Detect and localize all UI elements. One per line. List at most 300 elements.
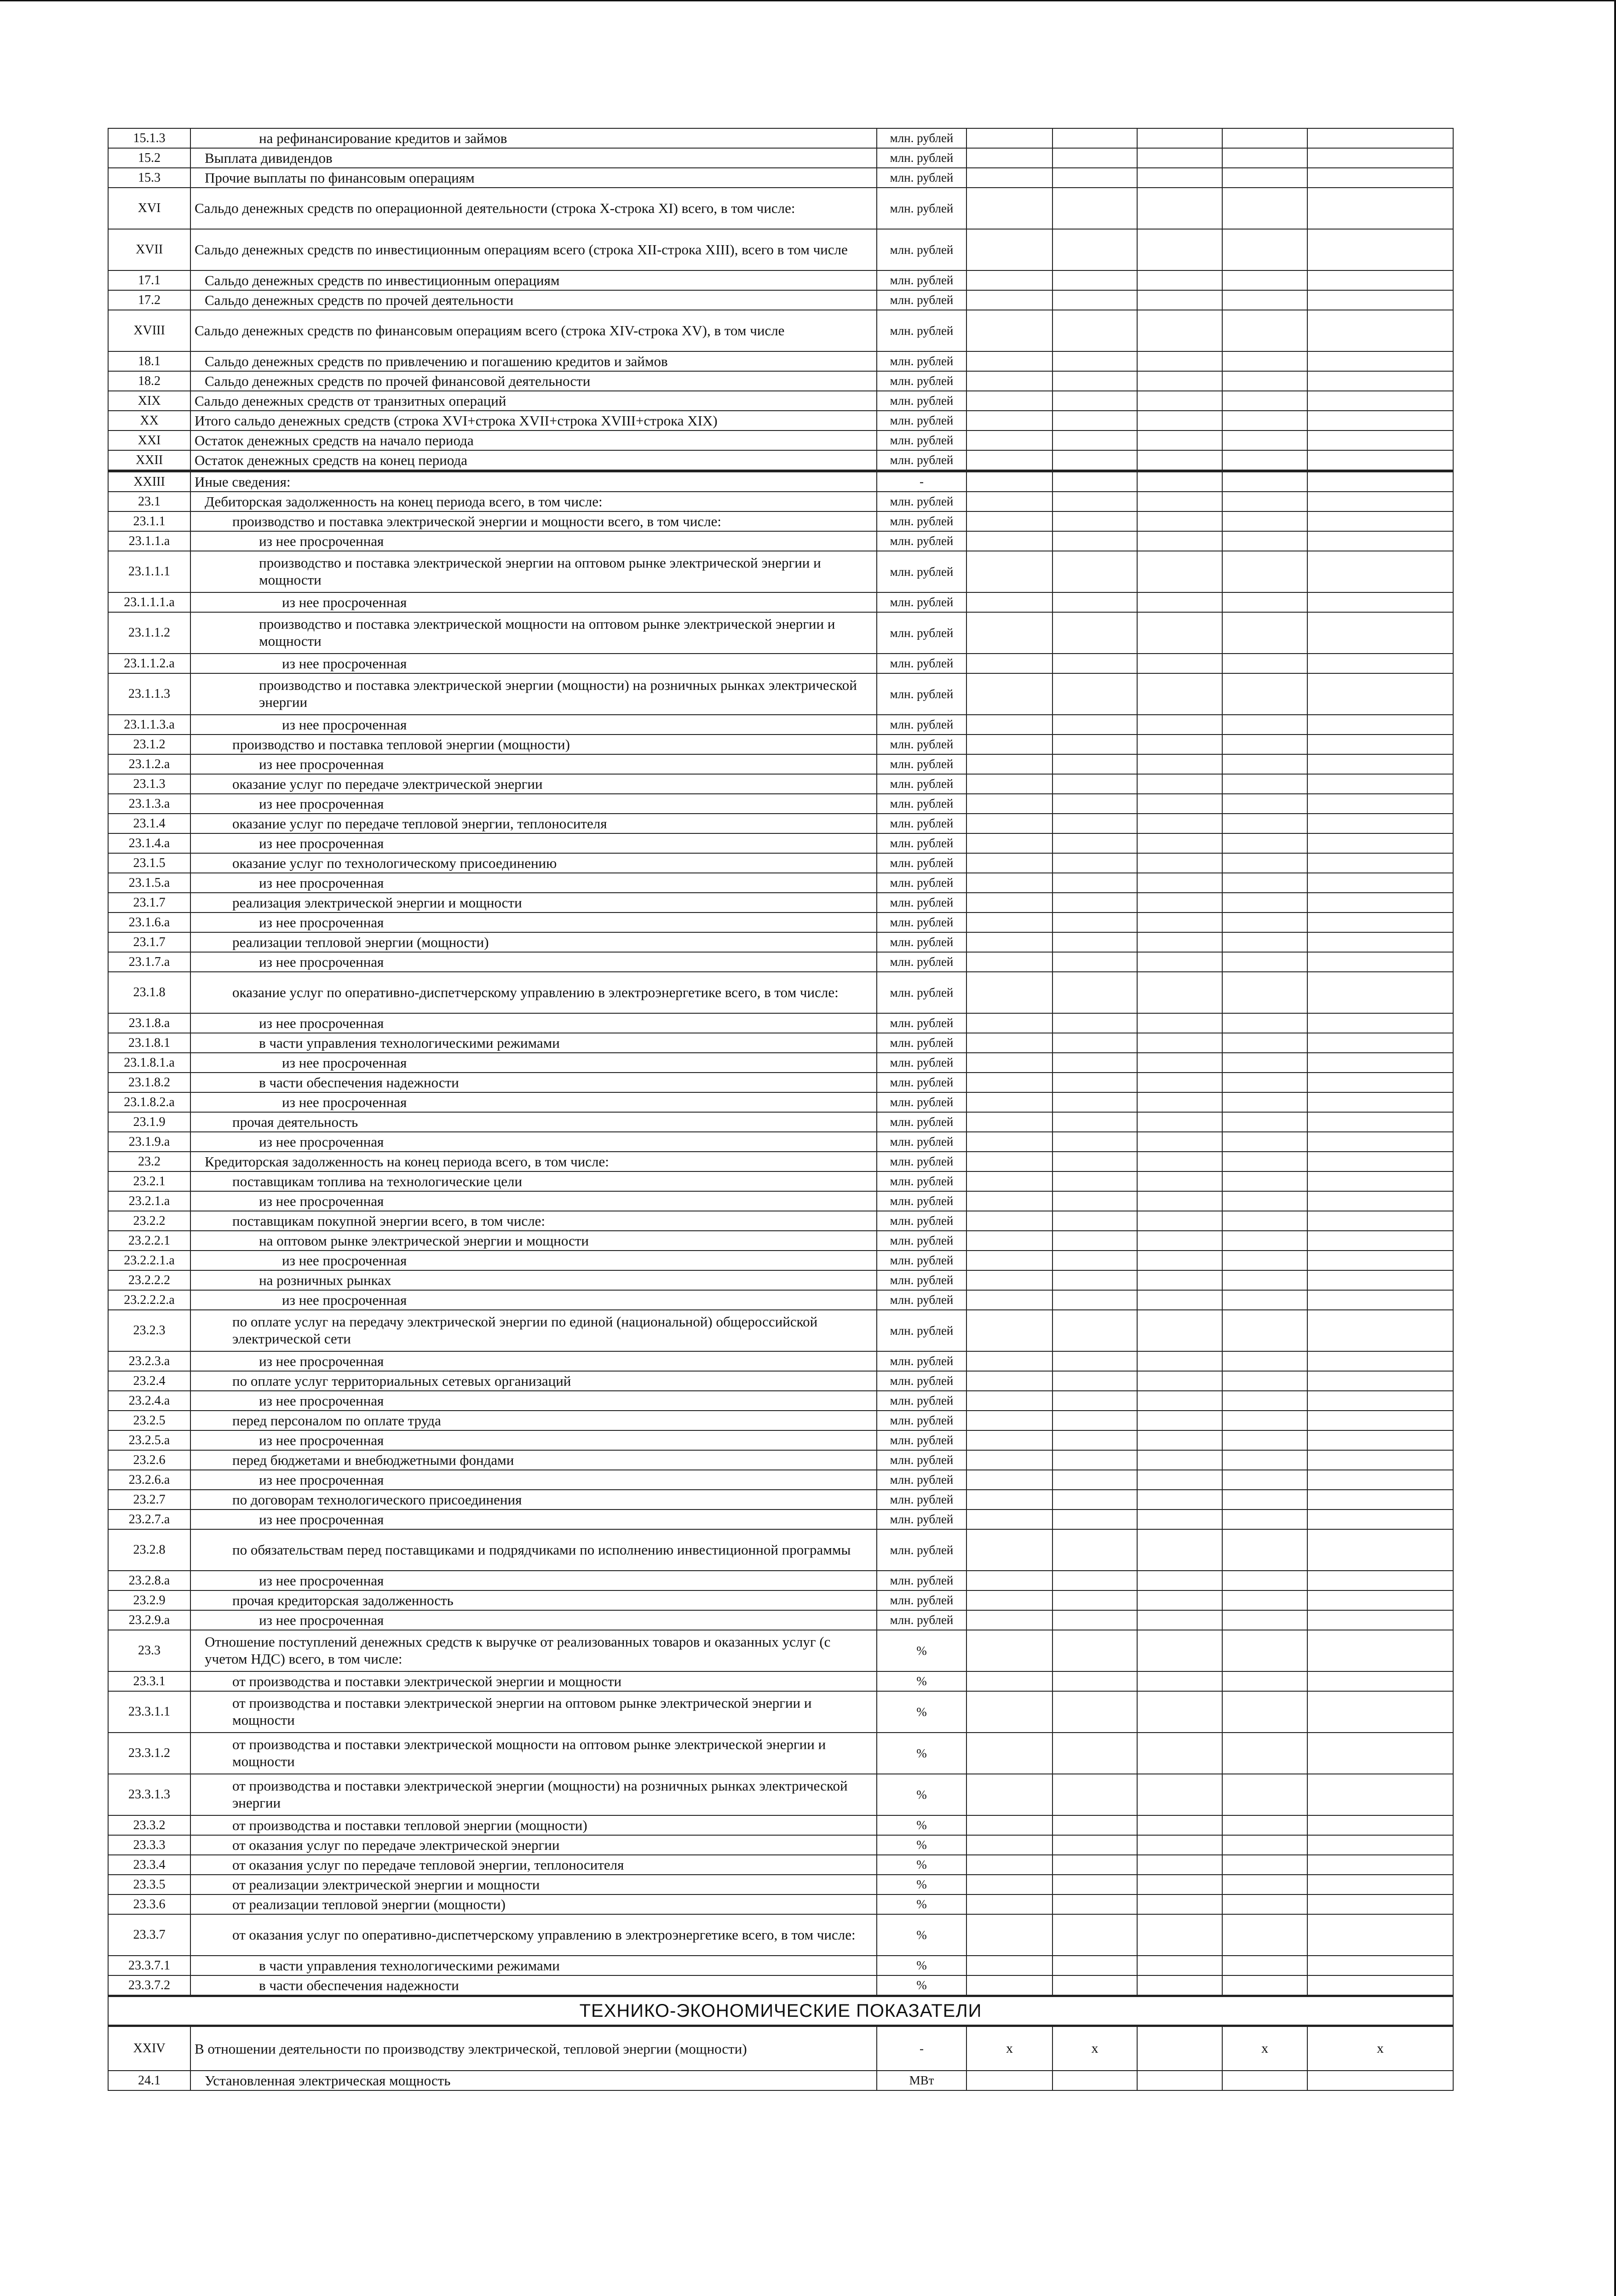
value-cell xyxy=(1222,1835,1307,1855)
value-cell xyxy=(1222,229,1307,270)
row-indicator-name: Остаток денежных средств на начало периода xyxy=(190,430,877,450)
value-cell xyxy=(966,1855,1052,1875)
value-cell xyxy=(1307,229,1453,270)
row-indicator-name: Итого сальдо денежных средств (строка XVI+строка XVII+строка XVIII+строка XIX) xyxy=(190,411,877,430)
value-cell xyxy=(1222,492,1307,511)
value-cell xyxy=(1222,853,1307,873)
value-cell xyxy=(1137,492,1222,511)
row-indicator-name: в части управления технологическими режимами xyxy=(190,1956,877,1975)
row-unit: млн. рублей xyxy=(877,188,966,229)
value-cell xyxy=(1222,391,1307,411)
row-number: XVI xyxy=(108,188,190,229)
value-cell xyxy=(1307,735,1453,754)
value-cell xyxy=(1222,673,1307,715)
value-cell xyxy=(1222,511,1307,531)
table-row xyxy=(108,270,1453,290)
table-row xyxy=(108,1013,1453,1033)
value-cell xyxy=(966,391,1052,411)
row-indicator-name: Сальдо денежных средств по инвестиционным операциям всего (строка XII-строка XIII), всего в том числе xyxy=(190,229,877,270)
value-cell xyxy=(1052,1450,1137,1470)
table-row xyxy=(108,1112,1453,1132)
value-cell xyxy=(966,1371,1052,1391)
value-cell xyxy=(1137,754,1222,774)
table-row xyxy=(108,774,1453,794)
row-unit: млн. рублей xyxy=(877,1270,966,1290)
value-cell: x xyxy=(1307,2026,1453,2071)
row-unit: млн. рублей xyxy=(877,1290,966,1310)
row-number: 23.1.8.a xyxy=(108,1013,190,1033)
value-cell xyxy=(1222,1351,1307,1371)
table-row xyxy=(108,2026,1453,2071)
value-cell xyxy=(966,188,1052,229)
table-row xyxy=(108,391,1453,411)
value-cell xyxy=(966,715,1052,735)
value-cell xyxy=(1222,1251,1307,1270)
value-cell xyxy=(966,1894,1052,1914)
value-cell xyxy=(1052,913,1137,932)
row-indicator-name: от производства и поставки электрической энергии на оптовом рынке электрической энергии и мощности xyxy=(190,1691,877,1733)
value-cell xyxy=(1307,371,1453,391)
row-indicator-name: из нее просроченная xyxy=(190,1470,877,1490)
value-cell xyxy=(966,148,1052,168)
value-cell xyxy=(1052,1411,1137,1430)
value-cell xyxy=(1052,1073,1137,1092)
value-cell xyxy=(966,168,1052,188)
value-cell xyxy=(1137,1191,1222,1211)
table-row xyxy=(108,551,1453,592)
value-cell xyxy=(1222,1112,1307,1132)
row-indicator-name: Сальдо денежных средств по привлечению и погашению кредитов и займов xyxy=(190,351,877,371)
value-cell xyxy=(1307,2071,1453,2090)
row-unit: млн. рублей xyxy=(877,351,966,371)
value-cell xyxy=(966,833,1052,853)
value-cell xyxy=(1052,1231,1137,1251)
value-cell xyxy=(966,430,1052,450)
value-cell xyxy=(966,1411,1052,1430)
value-cell xyxy=(1307,1835,1453,1855)
value-cell xyxy=(1222,1510,1307,1529)
value-cell xyxy=(1052,754,1137,774)
value-cell xyxy=(1137,1855,1222,1875)
row-unit: млн. рублей xyxy=(877,310,966,351)
value-cell xyxy=(1307,411,1453,430)
row-indicator-name: Сальдо денежных средств по финансовым операциям всего (строка XIV-строка XV), в том числе xyxy=(190,310,877,351)
value-cell xyxy=(1137,1894,1222,1914)
value-cell xyxy=(1307,1013,1453,1033)
value-cell xyxy=(966,1610,1052,1630)
row-unit: МВт xyxy=(877,2071,966,2090)
value-cell xyxy=(1137,531,1222,551)
value-cell xyxy=(1137,913,1222,932)
value-cell xyxy=(1137,972,1222,1013)
table-row xyxy=(108,290,1453,310)
value-cell xyxy=(1307,1774,1453,1815)
value-cell xyxy=(1222,1956,1307,1975)
table-row xyxy=(108,1571,1453,1590)
table-row xyxy=(108,913,1453,932)
table-row xyxy=(108,351,1453,371)
table-row xyxy=(108,612,1453,654)
row-number: 23.2.7 xyxy=(108,1490,190,1510)
row-number: 24.1 xyxy=(108,2071,190,2090)
value-cell xyxy=(1137,310,1222,351)
value-cell xyxy=(1052,492,1137,511)
value-cell xyxy=(966,551,1052,592)
row-indicator-name: из нее просроченная xyxy=(190,1013,877,1033)
value-cell xyxy=(1052,1251,1137,1270)
row-unit: млн. рублей xyxy=(877,612,966,654)
row-unit: млн. рублей xyxy=(877,430,966,450)
value-cell xyxy=(1137,450,1222,471)
value-cell xyxy=(1222,1013,1307,1033)
row-indicator-name: в части управления технологическими режимами xyxy=(190,1033,877,1053)
row-unit: млн. рублей xyxy=(877,1310,966,1351)
row-number: 23.1.1.2 xyxy=(108,612,190,654)
value-cell xyxy=(1052,1529,1137,1571)
table-row xyxy=(108,1470,1453,1490)
value-cell xyxy=(1137,1033,1222,1053)
value-cell xyxy=(1307,531,1453,551)
value-cell xyxy=(1137,1152,1222,1171)
value-cell xyxy=(1222,814,1307,833)
value-cell xyxy=(1307,833,1453,853)
value-cell xyxy=(1307,932,1453,952)
value-cell xyxy=(966,893,1052,913)
value-cell xyxy=(966,873,1052,893)
row-indicator-name: от оказания услуг по передаче электрической энергии xyxy=(190,1835,877,1855)
table-row xyxy=(108,1270,1453,1290)
value-cell xyxy=(1137,1733,1222,1774)
row-unit: % xyxy=(877,1855,966,1875)
table-row xyxy=(108,531,1453,551)
value-cell xyxy=(966,1590,1052,1610)
value-cell xyxy=(1307,128,1453,148)
value-cell xyxy=(1137,1351,1222,1371)
row-indicator-name: из нее просроченная xyxy=(190,833,877,853)
value-cell xyxy=(1222,430,1307,450)
value-cell xyxy=(1137,873,1222,893)
value-cell xyxy=(1137,168,1222,188)
value-cell xyxy=(1137,471,1222,492)
value-cell xyxy=(1052,1975,1137,1996)
value-cell xyxy=(1222,1733,1307,1774)
table-row xyxy=(108,1391,1453,1411)
row-number: 23.3.1.1 xyxy=(108,1691,190,1733)
row-unit: млн. рублей xyxy=(877,673,966,715)
value-cell xyxy=(1052,270,1137,290)
value-cell xyxy=(1052,1270,1137,1290)
row-unit: - xyxy=(877,2026,966,2071)
row-number: 23.1.1.1.a xyxy=(108,592,190,612)
value-cell xyxy=(1222,612,1307,654)
row-indicator-name: из нее просроченная xyxy=(190,1610,877,1630)
row-indicator-name: из нее просроченная xyxy=(190,1092,877,1112)
value-cell xyxy=(1052,1152,1137,1171)
row-unit: млн. рублей xyxy=(877,774,966,794)
value-cell xyxy=(1137,1092,1222,1112)
row-indicator-name: от производства и поставки электрической энергии (мощности) на розничных рынках электрической энергии xyxy=(190,1774,877,1815)
value-cell xyxy=(1052,511,1137,531)
row-number: 15.1.3 xyxy=(108,128,190,148)
value-cell xyxy=(1137,1470,1222,1490)
value-cell xyxy=(1222,1671,1307,1691)
row-unit: млн. рублей xyxy=(877,1112,966,1132)
row-unit: млн. рублей xyxy=(877,1571,966,1590)
row-indicator-name: из нее просроченная xyxy=(190,1251,877,1270)
row-number: 23.3.7.2 xyxy=(108,1975,190,1996)
value-cell xyxy=(1052,853,1137,873)
value-cell xyxy=(966,673,1052,715)
value-cell xyxy=(1052,814,1137,833)
value-cell xyxy=(1052,654,1137,673)
value-cell xyxy=(1137,1171,1222,1191)
value-cell xyxy=(1307,391,1453,411)
row-number: 23.2.2.2 xyxy=(108,1270,190,1290)
value-cell xyxy=(1137,1956,1222,1975)
value-cell xyxy=(1307,1571,1453,1590)
value-cell xyxy=(966,1450,1052,1470)
row-indicator-name: Сальдо денежных средств по прочей деятельности xyxy=(190,290,877,310)
value-cell xyxy=(1307,913,1453,932)
value-cell xyxy=(966,735,1052,754)
row-number: 23.2.8.a xyxy=(108,1571,190,1590)
table-row xyxy=(108,430,1453,450)
value-cell xyxy=(966,1815,1052,1835)
value-cell xyxy=(966,814,1052,833)
value-cell xyxy=(1137,2026,1222,2071)
value-cell xyxy=(1052,471,1137,492)
row-indicator-name: от оказания услуг по передаче тепловой энергии, теплоносителя xyxy=(190,1855,877,1875)
value-cell xyxy=(1222,873,1307,893)
value-cell xyxy=(1307,774,1453,794)
table-row xyxy=(108,168,1453,188)
value-cell xyxy=(966,1231,1052,1251)
value-cell xyxy=(1052,893,1137,913)
row-indicator-name: Иные сведения: xyxy=(190,471,877,492)
table-row xyxy=(108,794,1453,814)
value-cell xyxy=(1052,1430,1137,1450)
row-indicator-name: из нее просроченная xyxy=(190,873,877,893)
value-cell xyxy=(1137,1529,1222,1571)
row-unit: млн. рублей xyxy=(877,1351,966,1371)
value-cell xyxy=(966,1835,1052,1855)
value-cell xyxy=(1052,1371,1137,1391)
row-number: XX xyxy=(108,411,190,430)
value-cell xyxy=(1307,1855,1453,1875)
value-cell xyxy=(1052,1490,1137,1510)
value-cell xyxy=(1307,1630,1453,1671)
value-cell xyxy=(1137,511,1222,531)
row-number: 23.1.8.2 xyxy=(108,1073,190,1092)
value-cell xyxy=(966,913,1052,932)
value-cell xyxy=(966,1571,1052,1590)
value-cell xyxy=(1052,168,1137,188)
row-indicator-name: прочая кредиторская задолженность xyxy=(190,1590,877,1610)
value-cell xyxy=(1052,794,1137,814)
row-indicator-name: реализации тепловой энергии (мощности) xyxy=(190,932,877,952)
value-cell xyxy=(1137,612,1222,654)
row-indicator-name: Сальдо денежных средств по инвестиционным операциям xyxy=(190,270,877,290)
value-cell xyxy=(1222,1290,1307,1310)
value-cell xyxy=(1052,351,1137,371)
value-cell xyxy=(1052,229,1137,270)
value-cell xyxy=(1137,1914,1222,1956)
row-number: 17.2 xyxy=(108,290,190,310)
value-cell xyxy=(1307,1590,1453,1610)
value-cell xyxy=(966,1092,1052,1112)
value-cell xyxy=(1052,450,1137,471)
row-number: 23.1.3 xyxy=(108,774,190,794)
row-indicator-name: из нее просроченная xyxy=(190,531,877,551)
value-cell xyxy=(1137,351,1222,371)
row-number: 23.2.1.a xyxy=(108,1191,190,1211)
row-number: 18.2 xyxy=(108,371,190,391)
value-cell xyxy=(1052,1733,1137,1774)
value-cell xyxy=(1307,794,1453,814)
value-cell xyxy=(1222,1270,1307,1290)
row-indicator-name: перед бюджетами и внебюджетными фондами xyxy=(190,1450,877,1470)
row-unit: - xyxy=(877,471,966,492)
table-row xyxy=(108,592,1453,612)
value-cell xyxy=(1052,411,1137,430)
row-unit: млн. рублей xyxy=(877,833,966,853)
value-cell xyxy=(1222,1610,1307,1630)
row-number: 23.3.4 xyxy=(108,1855,190,1875)
value-cell xyxy=(1137,371,1222,391)
row-number: 23.3.3 xyxy=(108,1835,190,1855)
value-cell xyxy=(1052,592,1137,612)
row-number: XXIV xyxy=(108,2026,190,2071)
row-unit: % xyxy=(877,1975,966,1996)
table-row xyxy=(108,128,1453,148)
row-indicator-name: Установленная электрическая мощность xyxy=(190,2071,877,2090)
value-cell xyxy=(1052,1092,1137,1112)
row-indicator-name: Прочие выплаты по финансовым операциям xyxy=(190,168,877,188)
value-cell xyxy=(1052,531,1137,551)
row-number: 18.1 xyxy=(108,351,190,371)
value-cell xyxy=(1137,794,1222,814)
row-number: 23.2.6 xyxy=(108,1450,190,1470)
value-cell xyxy=(966,310,1052,351)
value-cell xyxy=(1137,391,1222,411)
value-cell xyxy=(1307,952,1453,972)
row-unit: млн. рублей xyxy=(877,1033,966,1053)
row-indicator-name: от производства и поставки тепловой энергии (мощности) xyxy=(190,1815,877,1835)
value-cell xyxy=(1137,1450,1222,1470)
value-cell xyxy=(1222,531,1307,551)
value-cell xyxy=(1307,814,1453,833)
row-indicator-name: Сальдо денежных средств по прочей финансовой деятельности xyxy=(190,371,877,391)
value-cell xyxy=(1052,932,1137,952)
row-number: 23.2.6.a xyxy=(108,1470,190,1490)
value-cell xyxy=(1222,188,1307,229)
value-cell xyxy=(1307,310,1453,351)
row-number: 23.1.2 xyxy=(108,735,190,754)
row-indicator-name: из нее просроченная xyxy=(190,1391,877,1411)
value-cell xyxy=(966,1171,1052,1191)
value-cell xyxy=(1307,1152,1453,1171)
row-number: 23.1.1.2.a xyxy=(108,654,190,673)
value-cell xyxy=(1222,148,1307,168)
value-cell xyxy=(1307,1033,1453,1053)
table-row xyxy=(108,1894,1453,1914)
row-unit: % xyxy=(877,1914,966,1956)
value-cell xyxy=(1052,1914,1137,1956)
table-row xyxy=(108,371,1453,391)
value-cell xyxy=(1222,371,1307,391)
row-indicator-name: из нее просроченная xyxy=(190,1191,877,1211)
table-row xyxy=(108,1529,1453,1571)
value-cell xyxy=(1307,1053,1453,1073)
value-cell xyxy=(1222,952,1307,972)
row-unit: млн. рублей xyxy=(877,1529,966,1571)
row-number: 23.1.5.a xyxy=(108,873,190,893)
value-cell xyxy=(1307,188,1453,229)
row-indicator-name: производство и поставка электрической мощности на оптовом рынке электрической энергии и мощности xyxy=(190,612,877,654)
row-unit: млн. рублей xyxy=(877,1490,966,1510)
table-row xyxy=(108,188,1453,229)
row-number: XVII xyxy=(108,229,190,270)
row-unit: % xyxy=(877,1671,966,1691)
value-cell xyxy=(1222,1411,1307,1430)
value-cell xyxy=(966,511,1052,531)
table-row xyxy=(108,893,1453,913)
value-cell xyxy=(966,1391,1052,1411)
value-cell xyxy=(1052,1894,1137,1914)
value-cell xyxy=(966,612,1052,654)
value-cell xyxy=(1222,450,1307,471)
value-cell xyxy=(1307,1914,1453,1956)
table-row xyxy=(108,1033,1453,1053)
value-cell xyxy=(1222,715,1307,735)
value-cell xyxy=(1052,952,1137,972)
value-cell xyxy=(1052,1171,1137,1191)
value-cell xyxy=(1052,1774,1137,1815)
row-unit: млн. рублей xyxy=(877,1171,966,1191)
value-cell xyxy=(966,1251,1052,1270)
value-cell xyxy=(1137,188,1222,229)
value-cell xyxy=(1307,1411,1453,1430)
value-cell xyxy=(1052,1671,1137,1691)
value-cell xyxy=(966,754,1052,774)
value-cell xyxy=(1137,551,1222,592)
value-cell xyxy=(1052,1956,1137,1975)
row-number: 23.1.8.2.a xyxy=(108,1092,190,1112)
value-cell xyxy=(966,794,1052,814)
table-row xyxy=(108,1490,1453,1510)
table-row xyxy=(108,1815,1453,1835)
row-unit: % xyxy=(877,1835,966,1855)
value-cell xyxy=(1307,1073,1453,1092)
value-cell xyxy=(966,1152,1052,1171)
row-number: 23.3.5 xyxy=(108,1875,190,1894)
value-cell xyxy=(966,1430,1052,1450)
row-unit: млн. рублей xyxy=(877,715,966,735)
value-cell xyxy=(1052,972,1137,1013)
row-number: 23.1.9 xyxy=(108,1112,190,1132)
value-cell xyxy=(1137,1630,1222,1671)
row-number: 23.2.3 xyxy=(108,1310,190,1351)
value-cell xyxy=(1307,430,1453,450)
value-cell: x xyxy=(1222,2026,1307,2071)
section-title: ТЕХНИКО-ЭКОНОМИЧЕСКИЕ ПОКАЗАТЕЛИ xyxy=(108,1996,1453,2026)
row-number: 15.3 xyxy=(108,168,190,188)
value-cell xyxy=(1222,1211,1307,1231)
row-indicator-name: из нее просроченная xyxy=(190,952,877,972)
table-row xyxy=(108,1371,1453,1391)
row-number: 23.1.3.a xyxy=(108,794,190,814)
value-cell xyxy=(1137,290,1222,310)
